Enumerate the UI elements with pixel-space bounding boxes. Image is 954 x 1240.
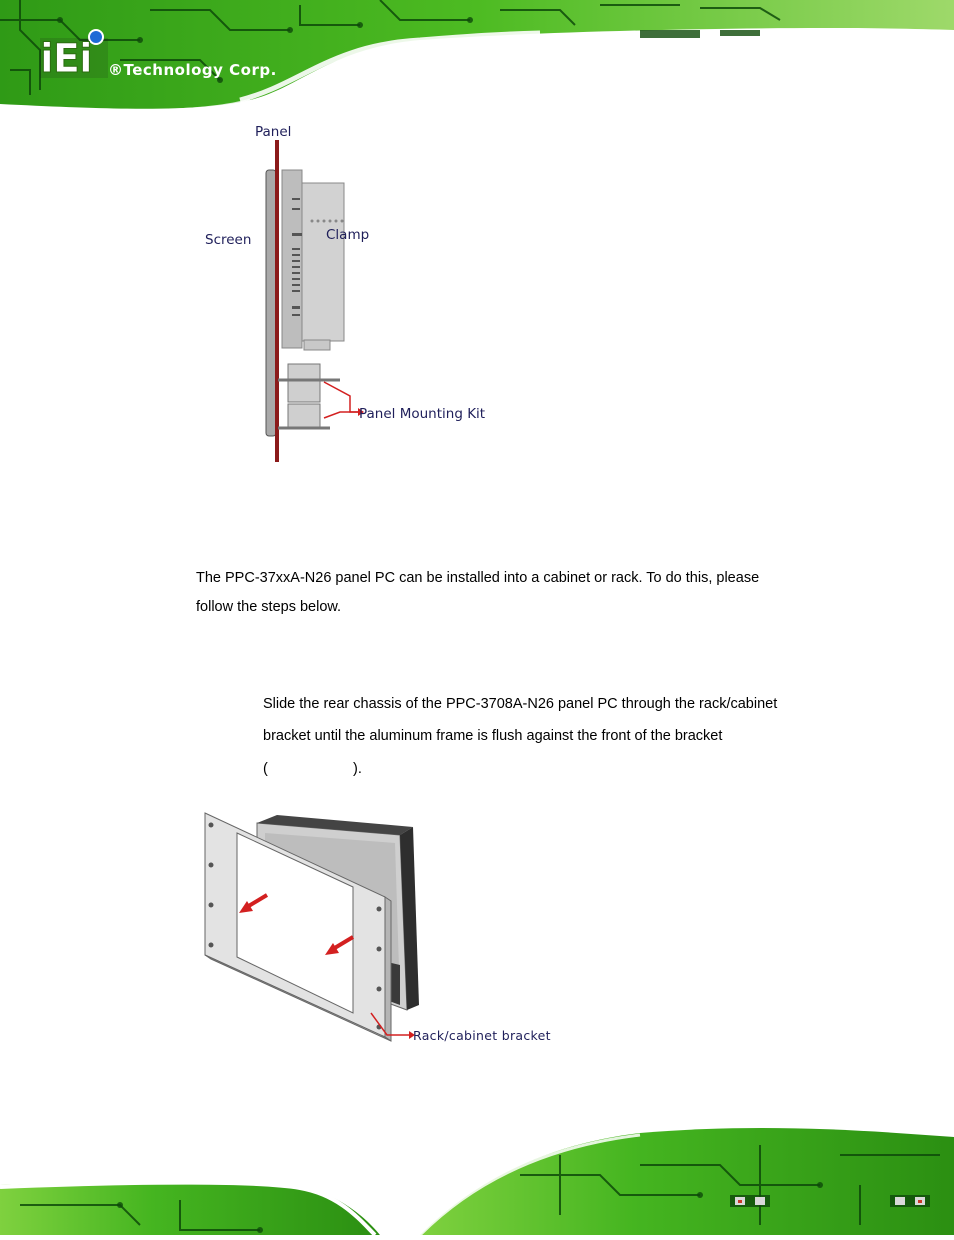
company-name: ®Technology Corp. (108, 61, 277, 79)
step-text-line: Slide the rear chassis of the PPC-3708A-N26 panel PC through the rack/cabinet (263, 696, 778, 712)
paragraph-line: follow the steps below. (196, 599, 342, 615)
step-text-line: bracket until the aluminum frame is flush against the front of the bracket (263, 728, 723, 744)
label-screen: Screen (205, 232, 252, 248)
pcb-header-graphic (0, 0, 954, 118)
label-panel: Panel (255, 124, 292, 140)
step-figure-ref-close: ). (353, 761, 362, 777)
paragraph-line: The PPC-37xxA-N26 panel PC can be installed into a cabinet or rack. To do this, please (196, 570, 760, 586)
rack-bracket-diagram (195, 805, 555, 1050)
footer-banner (0, 1125, 954, 1235)
figure-panel-mount (200, 118, 520, 468)
step-figure-ref-open: ( (263, 761, 268, 777)
pcb-footer-graphic (0, 1125, 954, 1235)
label-rack-cabinet-bracket: Rack/cabinet bracket (413, 1028, 551, 1043)
label-panel-mounting-kit: Panel Mounting Kit (359, 406, 486, 422)
figure-rack-bracket (195, 805, 555, 1050)
header-banner (0, 0, 954, 118)
company-logo: iEi (40, 36, 92, 82)
label-clamp: Clamp (326, 227, 370, 243)
